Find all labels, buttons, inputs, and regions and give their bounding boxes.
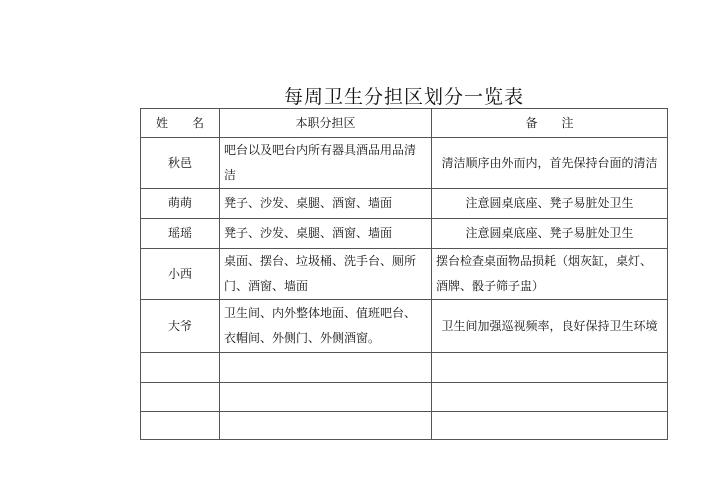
cell-note: 清洁顺序由外而内，首先保持台面的清洁: [432, 138, 668, 189]
table-row: [141, 300, 668, 353]
header-note: 备 注: [432, 109, 668, 138]
cell-note: 卫生间加强巡视频率，良好保持卫生环境: [432, 300, 668, 353]
table-row: [141, 189, 668, 219]
empty-row: [141, 412, 668, 440]
cell-name: 萌萌: [141, 189, 220, 219]
cell-area: 卫生间、内外整体地面、值班吧台、衣帽间、外侧门、外侧酒窗。: [220, 300, 432, 353]
header-area: 本职分担区: [220, 109, 432, 138]
duty-table: [140, 108, 668, 440]
empty-cell: [220, 353, 432, 383]
cell-name: 瑶瑶: [141, 219, 220, 249]
table-header-row: [141, 109, 668, 138]
cell-note: 注意圆桌底座、凳子易脏处卫生: [432, 189, 668, 219]
table-row: [141, 138, 668, 189]
cell-area: 吧台以及吧台内所有器具酒品用品清洁: [220, 138, 432, 189]
cell-name: 大爷: [141, 300, 220, 353]
empty-cell: [220, 412, 432, 440]
cell-area: 凳子、沙发、桌腿、酒窗、墙面: [220, 219, 432, 249]
empty-cell: [220, 383, 432, 412]
cell-note: 注意圆桌底座、凳子易脏处卫生: [432, 219, 668, 249]
empty-cell: [432, 412, 668, 440]
cell-name: 小西: [141, 249, 220, 300]
page-title: 每周卫生分担区划分一览表: [283, 86, 524, 108]
cell-area: 桌面、摆台、垃圾桶、洗手台、厕所门、酒窗、墙面: [220, 249, 432, 300]
cell-note: 摆台检查桌面物品损耗（烟灰缸，桌灯、酒牌、骰子筛子盅）: [432, 249, 668, 300]
empty-row: [141, 383, 668, 412]
cell-area: 凳子、沙发、桌腿、酒窗、墙面: [220, 189, 432, 219]
empty-cell: [432, 383, 668, 412]
empty-cell: [432, 353, 668, 383]
table-row: [141, 249, 668, 300]
empty-row: [141, 353, 668, 383]
empty-cell: [141, 383, 220, 412]
empty-cell: [141, 412, 220, 440]
header-name: 姓 名: [141, 109, 220, 138]
empty-cell: [141, 353, 220, 383]
cell-name: 秋邑: [141, 138, 220, 189]
table-row: [141, 219, 668, 249]
